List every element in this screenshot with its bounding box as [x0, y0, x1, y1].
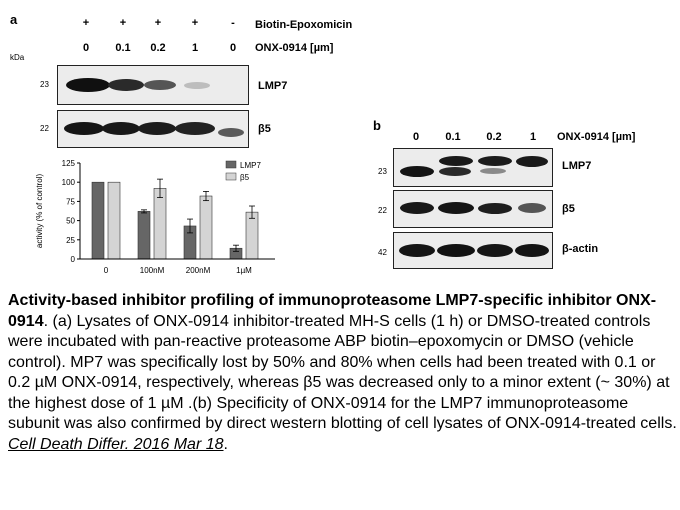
- dose-label: 0: [229, 42, 237, 54]
- x-tick-label: 200nM: [185, 266, 211, 275]
- y-axis-label: activity (% of control): [35, 173, 44, 249]
- blot-band: [138, 122, 176, 135]
- blot-band: [102, 122, 140, 135]
- y-tick-label: 75: [66, 197, 75, 207]
- blot-label-lmp7: LMP7: [258, 80, 288, 92]
- treatment-sign: -: [231, 17, 235, 29]
- dose-label: 0: [412, 131, 420, 143]
- blot-band: [478, 203, 512, 214]
- blot-band: [515, 244, 549, 257]
- blot-band: [518, 203, 546, 213]
- western-blot-beta-actin: [393, 232, 553, 269]
- bar: [246, 212, 258, 259]
- blot-band: [108, 79, 144, 91]
- blot-band: [437, 244, 475, 257]
- dose-label: 0.1: [115, 42, 131, 54]
- legend-swatch: [226, 161, 236, 168]
- y-tick-label: 100: [61, 178, 75, 188]
- dose-label: 0: [82, 42, 90, 54]
- caption-body: . (a) Lysates of ONX-0914 inhibitor-treated MH-S cells (1 h) or DMSO-treated controls were incubated with pan-reactive proteasome ABP biotin–epoxomycin or DMSO (vehicle control). MP7 was specifically lost by 50% and 80% when cells had been treated with 0.1 or 0.2 µM ONX-0914, respectively, whereas β5 was decreased only to a minor extent (~ 30%) at the highest dose of 1 µM .(b) Specificity of ONX-0914 for the LMP7 immunoproteasome subunit was also confirmed by direct western blotting of cell lysates of ONX-0914-treated cells.: [8, 312, 677, 432]
- western-blot-lmp7: [393, 148, 553, 187]
- blot-label-beta5: β5: [562, 203, 575, 215]
- y-tick-label: 0: [70, 255, 75, 264]
- blot-band: [480, 168, 506, 174]
- blot-band: [516, 156, 548, 167]
- y-tick-label: 50: [66, 216, 75, 226]
- legend-label: LMP7: [240, 161, 261, 170]
- blot-band: [439, 156, 473, 166]
- dose-label: 0.2: [150, 42, 166, 54]
- dose-label: 0.1: [445, 131, 461, 143]
- bar: [200, 196, 212, 259]
- mw-marker: 22: [40, 124, 49, 133]
- blot-band: [184, 82, 210, 89]
- blot-band: [400, 202, 434, 214]
- caption-title: Activity-based inhibitor profiling of immunoproteasome LMP7-specific inhibitor ONX-0914: [8, 292, 657, 330]
- treatment-sign: +: [191, 17, 199, 29]
- blot-band: [477, 244, 513, 257]
- bar: [92, 182, 104, 259]
- treatment-label: Biotin-Epoxomicin: [255, 19, 353, 31]
- western-blot-lmp7: [57, 65, 249, 105]
- figure-caption: [8, 291, 678, 455]
- blot-band: [400, 166, 434, 177]
- kda-label: kDa: [10, 53, 25, 62]
- treatment-sign: +: [154, 17, 162, 29]
- y-tick-label: 25: [66, 235, 75, 245]
- western-blot-beta5: [57, 110, 249, 148]
- blot-band: [64, 122, 104, 135]
- blot-label-beta-actin: β-actin: [562, 243, 599, 255]
- mw-marker: 42: [378, 248, 387, 257]
- blot-band: [66, 78, 110, 92]
- activity-bar-chart: [30, 155, 280, 285]
- bar: [108, 182, 120, 259]
- mw-marker: 23: [378, 167, 387, 176]
- dose-label: 1: [529, 131, 537, 143]
- bar: [138, 211, 150, 259]
- mw-marker: 22: [378, 206, 387, 215]
- caption-citation: Cell Death Differ. 2016 Mar 18: [8, 435, 224, 453]
- mw-marker: 23: [40, 80, 49, 89]
- blot-label-beta5: β5: [258, 123, 271, 135]
- blot-band: [144, 80, 176, 90]
- western-blot-beta5: [393, 190, 553, 228]
- treatment-sign: +: [119, 17, 127, 29]
- x-tick-label: 1µM: [236, 266, 252, 275]
- blot-band: [438, 202, 474, 214]
- panel-a-letter: a: [10, 12, 18, 27]
- dose-axis-label: ONX-0914 [µm]: [557, 131, 636, 143]
- y-tick-label: 125: [61, 159, 75, 168]
- blot-band: [175, 122, 215, 135]
- blot-band: [399, 244, 435, 257]
- x-tick-label: 0: [103, 266, 109, 275]
- dose-axis-label: ONX-0914 [µm]: [255, 42, 334, 54]
- caption-end: .: [223, 435, 228, 453]
- panel-b-letter: b: [373, 118, 381, 133]
- dose-label: 1: [191, 42, 199, 54]
- treatment-sign: +: [82, 17, 90, 29]
- bar: [154, 188, 166, 259]
- blot-band: [478, 156, 512, 166]
- blot-label-lmp7: LMP7: [562, 160, 592, 172]
- legend-label: β5: [240, 173, 250, 182]
- blot-band: [439, 167, 471, 176]
- dose-label: 0.2: [486, 131, 502, 143]
- blot-band: [218, 128, 244, 137]
- legend-swatch: [226, 173, 236, 180]
- x-tick-label: 100nM: [139, 266, 165, 275]
